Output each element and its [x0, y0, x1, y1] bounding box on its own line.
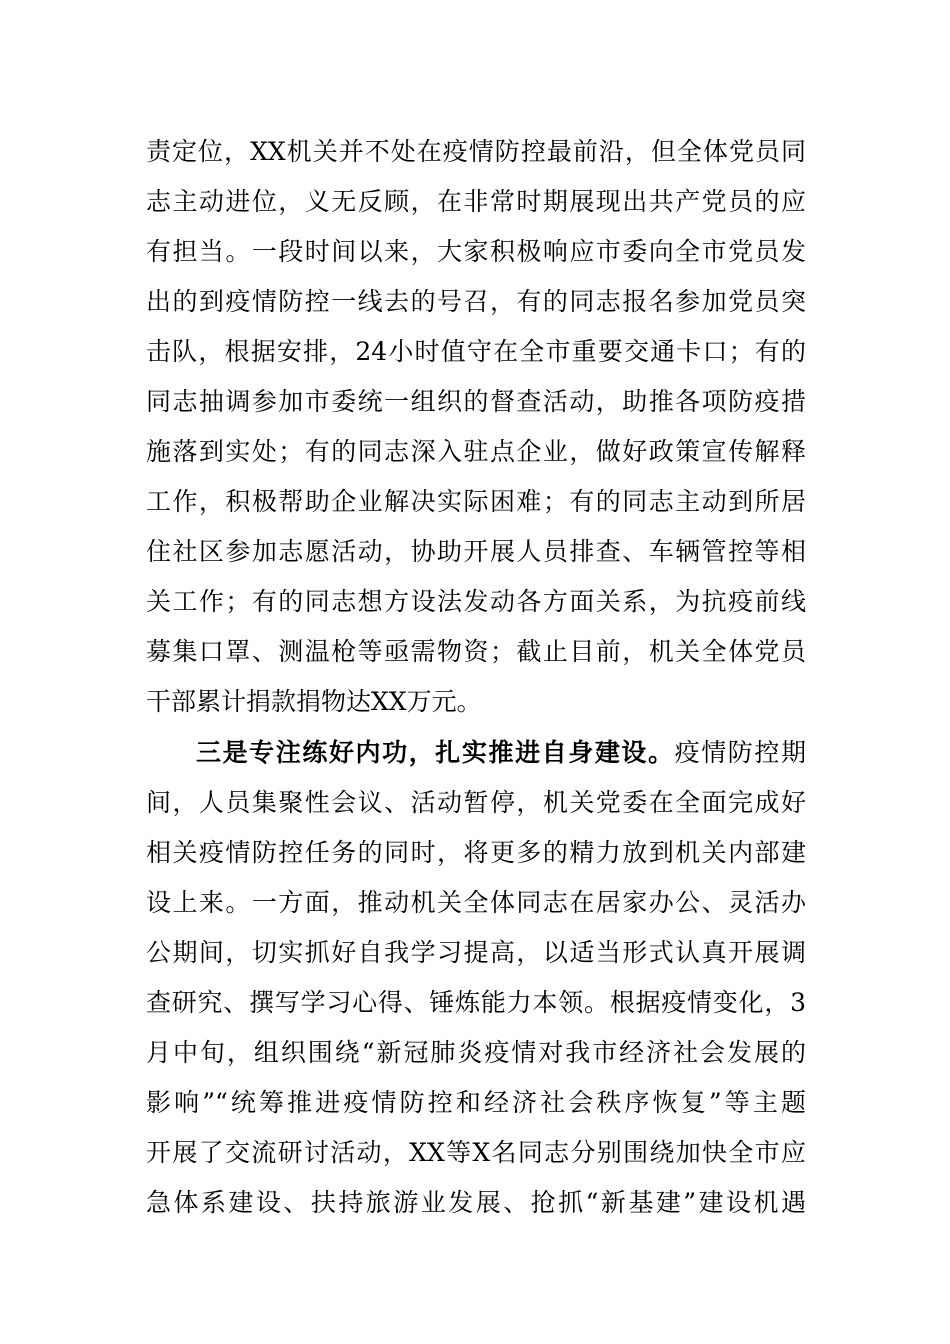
- text-line: 设上来。一方面，推动机关全体同志在居家办公、灵活办: [146, 888, 806, 917]
- text-line: 间，人员集聚性会议、活动暂停，机关党委在全面完成好: [146, 788, 806, 817]
- paragraph-heading: 三是专注练好内功，扎实推进自身建设。: [196, 738, 675, 767]
- text-line: 相关疫情防控任务的同时，将更多的精力放到机关内部建: [146, 838, 806, 867]
- text-line: 击队，根据安排，24小时值守在全市重要交通卡口；有的: [146, 337, 806, 366]
- text-line: 工作，积极帮助企业解决实际困难；有的同志主动到所居: [146, 487, 806, 516]
- text-line: 开展了交流研讨活动，XX等X名同志分别围绕加快全市应: [146, 1138, 806, 1167]
- text-line: 有担当。一段时间以来，大家积极响应市委向全市党员发: [146, 237, 806, 266]
- text-line: 查研究、撰写学习心得、锤炼能力本领。根据疫情变化，3: [146, 988, 806, 1017]
- text-line: 施落到实处；有的同志深入驻点企业，做好政策宣传解释: [146, 437, 806, 466]
- text-line: 出的到疫情防控一线去的号召，有的同志报名参加党员突: [146, 287, 806, 316]
- text-run: 疫情防控期: [674, 738, 806, 767]
- text-line: 公期间，切实抓好自我学习提高，以适当形式认真开展调: [146, 938, 806, 967]
- text-line: 干部累计捐款捐物达XX万元。: [146, 687, 482, 716]
- text-line: 募集口罩、测温枪等亟需物资；截止目前，机关全体党员: [146, 637, 806, 666]
- text-line: 责定位，XX机关并不处在疫情防控最前沿，但全体党员同: [146, 137, 806, 166]
- text-line: 影响”“统筹推进疫情防控和经济社会秩序恢复”等主题: [146, 1088, 806, 1117]
- text-line: 急体系建设、扶持旅游业发展、抢抓“新基建”建设机遇: [146, 1188, 806, 1217]
- text-line: 同志抽调参加市委统一组织的督查活动，助推各项防疫措: [146, 387, 806, 416]
- text-line: 志主动进位，义无反顾，在非常时期展现出共产党员的应: [146, 187, 806, 216]
- text-line: 关工作；有的同志想方设法发动各方面关系，为抗疫前线: [146, 587, 806, 616]
- paragraph-heading-line: [196, 728, 806, 778]
- text-line: 住社区参加志愿活动，协助开展人员排查、车辆管控等相: [146, 537, 806, 566]
- text-line: 月中旬，组织围绕“新冠肺炎疫情对我市经济社会发展的: [146, 1038, 806, 1067]
